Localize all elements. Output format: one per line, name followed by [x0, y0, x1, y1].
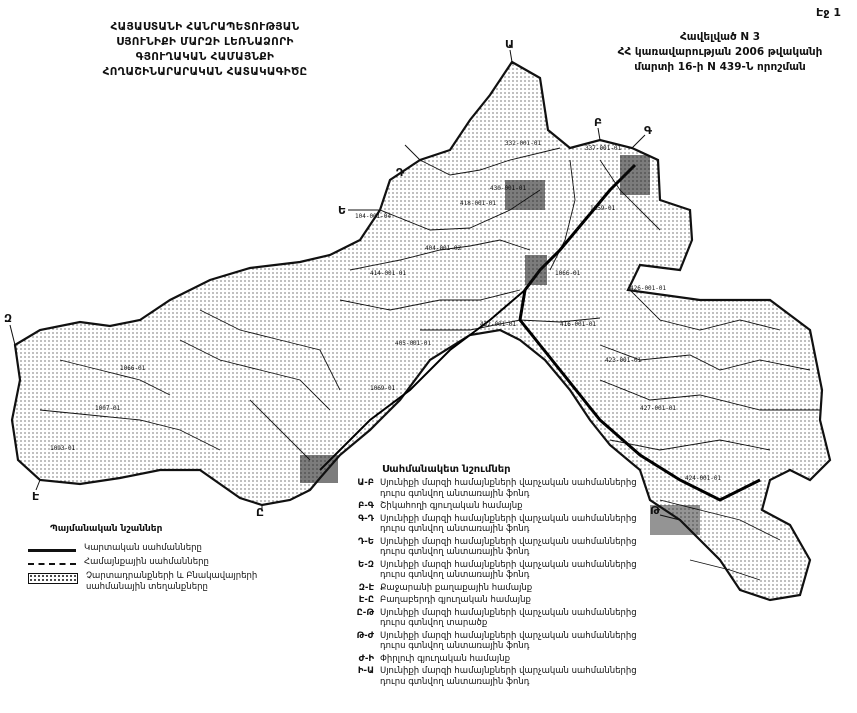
key-code: Ա-Բ: [357, 478, 374, 488]
key-code: Ը-Թ: [356, 607, 374, 618]
symbols-legend-title: Պայմանական նշաններ: [50, 524, 163, 534]
parcel-code: 1007-01: [95, 405, 121, 412]
key-legend-item: [340, 560, 640, 581]
point-label-g: Գ: [644, 124, 653, 137]
key-text: Բաղաբերդի գյուղական համայնք: [380, 595, 531, 605]
key-text: Սյունիքի մարզի համայնքների վարչական սահմաններից դուրս գտնվող անտառային ֆոնդ: [380, 666, 637, 687]
key-legend-item: [340, 666, 640, 687]
key-legend-item: [340, 595, 640, 606]
symbols-legend-row: [28, 557, 268, 568]
key-legend-item: [340, 501, 640, 512]
key-text: Փիրլուի գյուղական համայնք: [380, 653, 510, 664]
title-line-3: ՀՈՂԱՇԻՆԱՐԱՐԱԿԱՆ ՀԱՏԱԿԱԳԻԾԸ: [102, 66, 308, 78]
key-legend-item: [340, 631, 640, 652]
key-text: Սյունիքի մարզի համայնքների վարչական սահմաններից դուրս գտնվող անտառային ֆոնդ: [380, 630, 637, 651]
parcel-code: 337-001-01: [585, 145, 622, 152]
key-legend: [340, 478, 640, 689]
page-number: Էջ 1: [816, 6, 841, 19]
key-code: Ե-Զ: [358, 559, 374, 570]
key-code: Ի-Ա: [357, 666, 374, 676]
symbols-legend-label: Համայնքային սահմանները: [84, 557, 209, 567]
parcel-code: 405-001-01: [395, 340, 432, 347]
parcel-code: 1069-01: [370, 385, 396, 392]
key-legend-item: [340, 537, 640, 558]
key-text: Սյունիքի մարզի համայնքների վարչական սահմաններից դուրս գտնվող անտառային ֆոնդ: [380, 513, 637, 534]
key-code: Թ-Ժ: [356, 630, 374, 641]
solid-line-swatch: [28, 549, 76, 552]
key-text: Սյունիքի մարզի համայնքների վարչական սահմաններից դուրս գտնվող անտառային ֆոնդ: [380, 478, 637, 499]
parcel-code: 416-001-01: [560, 321, 597, 328]
key-code: Բ-Գ: [358, 501, 374, 511]
key-text: Քաջարանի քաղաքային համայնք: [380, 582, 533, 593]
annex-line-2: ՀՀ կառավարության 2006 թվականի: [617, 46, 823, 58]
parcel-code: 414-001-01: [370, 270, 407, 277]
parcel-code: 432-001-01: [480, 321, 517, 328]
symbols-legend-label: Կարտական սահմանները: [84, 543, 202, 553]
annex-line-3: մարտի 16-ի N 439-Ն որոշման: [634, 61, 806, 73]
key-text: Սյունիքի մարզի համայնքների վարչական սահմաններից դուրս գտնվող անտառային ֆոնդ: [380, 559, 637, 580]
point-label-e: Ե: [338, 204, 347, 217]
symbols-legend-label: Չարտադրանքների և Բնակավայրերի սահմանային տեղանքները: [86, 571, 258, 592]
parcel-code: 1066-01: [120, 365, 146, 372]
key-legend-item: [340, 514, 640, 535]
parcel-code: 423-001-01: [605, 357, 642, 364]
key-legend-item: [340, 608, 640, 629]
point-label-t: Թ: [650, 504, 660, 517]
key-legend-item: [340, 654, 640, 665]
key-legend-title: Սահմանակետ նշումներ: [382, 464, 511, 475]
parcel-code: 1093-01: [50, 445, 76, 452]
parcel-code: 1066-01: [555, 270, 581, 277]
symbols-legend-row: [28, 571, 268, 593]
key-code: Գ-Դ: [358, 513, 374, 524]
key-code: Զ-Է: [358, 582, 374, 593]
key-legend-item: [340, 583, 640, 594]
point-label-y: Ը: [256, 506, 264, 519]
key-code: Դ-Ե: [358, 536, 374, 547]
key-text: Սյունիքի մարզի համայնքների վարչական սահմաններից դուրս գտնվող տարածք: [380, 607, 637, 628]
symbols-legend-row: [28, 543, 268, 554]
parcel-code: 430-001-01: [490, 185, 527, 192]
point-label-a: Ա: [505, 38, 514, 51]
parcel-code: 418-001-01: [460, 200, 497, 207]
parcel-code: 104-001-04: [355, 213, 392, 220]
parcel-code: 1159-01: [590, 205, 616, 212]
key-text: Սյունիքի մարզի համայնքների վարչական սահմաններից դուրս գտնվող անտառային ֆոնդ: [380, 536, 637, 557]
parcel-code: 426-001-01: [630, 285, 667, 292]
title-line-2: ՍՅՈՒՆԻՔԻ ՄԱՐԶԻ ԼԵՌՆԱՁՈՐԻ ԳՅՈՒՂԱԿԱՆ ՀԱՄԱՅՆՔԻ: [116, 36, 294, 63]
dotted-area-swatch: [28, 573, 78, 584]
point-label-z: Զ: [4, 312, 13, 325]
key-code: Է-Ը: [358, 595, 374, 605]
parcel-code: 404-001-02: [425, 245, 462, 252]
point-label-d: Դ: [396, 166, 405, 179]
point-label-e2: Է: [32, 490, 40, 503]
symbols-legend: [28, 543, 268, 596]
parcel-code: 332-001-01: [505, 140, 542, 147]
dashed-line-swatch: [28, 563, 76, 565]
key-code: Ժ-Ի: [358, 653, 374, 664]
key-legend-item: [340, 478, 640, 499]
point-label-b: Բ: [594, 116, 603, 129]
key-text: Շիկահողի գյուղական համայնք: [380, 501, 523, 511]
parcel-code: 427-001-01: [640, 405, 677, 412]
parcel-code: 424-001-01: [685, 475, 722, 482]
annex-line-1: Հավելված N 3: [679, 31, 761, 43]
title-line-1: ՀԱՅԱՍՏԱՆԻ ՀԱՆՐԱՊԵՏՈՒԹՅԱՆ: [110, 21, 300, 33]
